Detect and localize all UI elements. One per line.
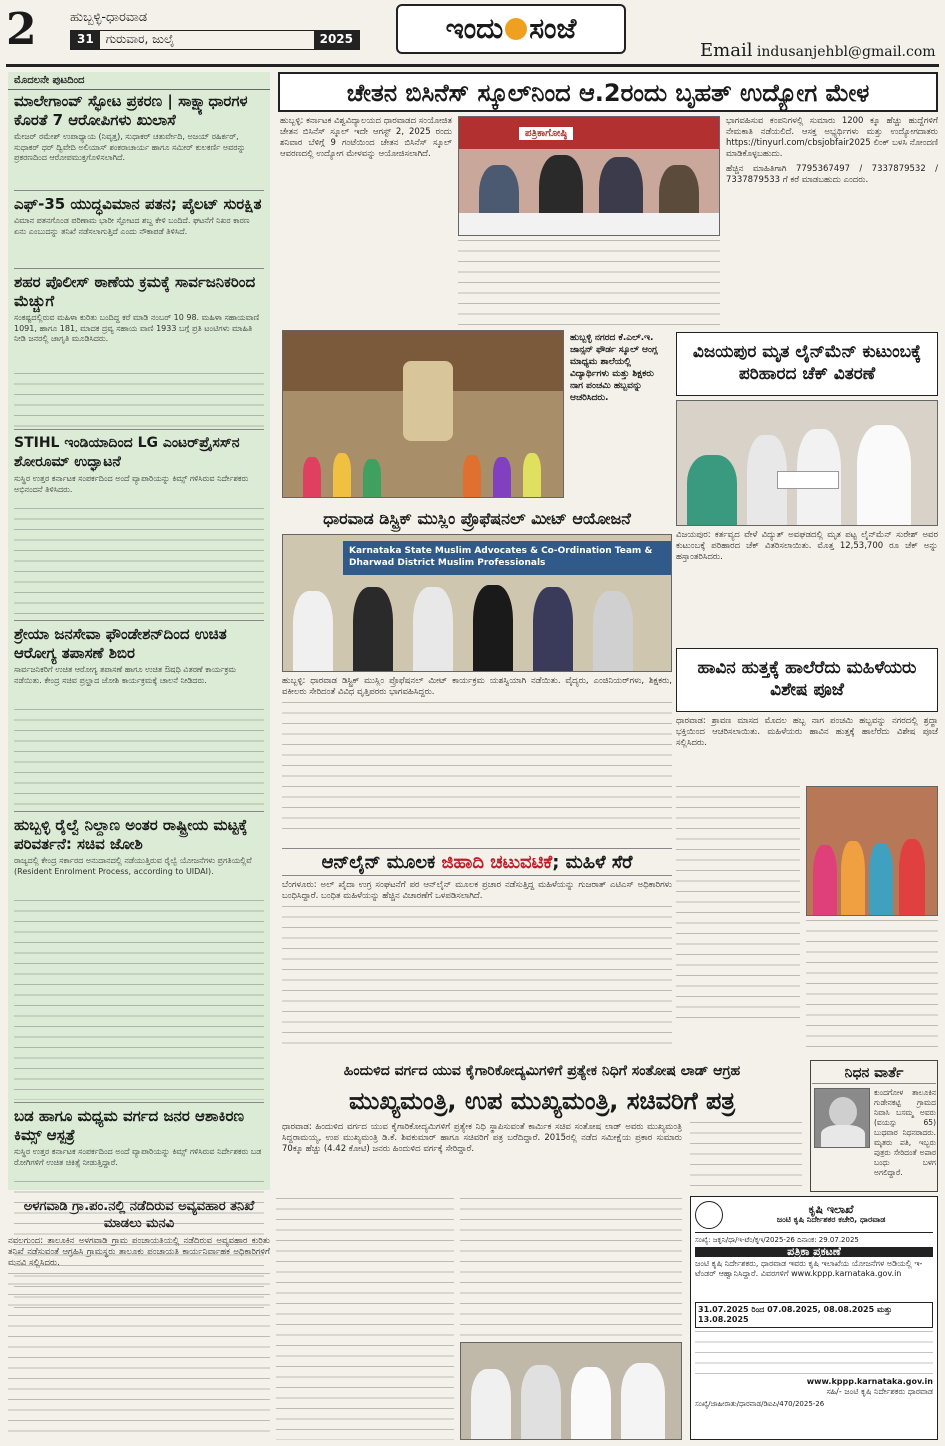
- person-figure: [473, 585, 513, 671]
- vijayapura-headline: ವಿಜಯಪುರ ಮೃತ ಲೈನ್‌ಮೆನ್ ಕುಟುಂಬಕ್ಕೆ ಪರಿಹಾರದ ಚೆಕ್ ವಿತರಣೆ: [676, 332, 938, 396]
- muslim-meet-headline: ಧಾರವಾಡ ಡಿಸ್ಟ್ರಿಕ್ ಮುಸ್ಲಿಂ ಪ್ರೊಫೆಷನಲ್ ಮೀಟ್ ಆಯೋಜನೆ: [323, 509, 631, 528]
- tender-footer-ref: ಸಂಖ್ಯೆ/ಜಾಹೀರಾತು/ಧಾರವಾಡ/ಡಿಐಪಿ/470/2025-26: [695, 1400, 825, 1408]
- jihad-headline: [282, 848, 672, 876]
- divider: [14, 1102, 264, 1103]
- masthead-rule: [6, 64, 939, 67]
- date-weekday-month: ಗುರುವಾರ, ಜುಲೈ: [105, 32, 175, 46]
- tender-website: www.kppp.karnataka.gov.in: [806, 1377, 933, 1386]
- tender-header: [695, 1201, 933, 1233]
- tender-sign: ಸಹಿ/- ಜಂಟಿ ಕೃಷಿ ನಿರ್ದೇಶಕರು ಧಾರವಾಡ: [826, 1387, 933, 1396]
- text-filler: [460, 1198, 682, 1338]
- person-figure: [593, 591, 633, 671]
- photo-backdrop-banner: [459, 117, 719, 149]
- left-story-headline: STIHL ಇಂಡಿಯಾದಿಂದ LG ಎಂಟರ್‌ಪ್ರೈಸಸ್‌ನ ಶೋರೂಮ್ ಉದ್ಘಾಟನೆ: [14, 435, 240, 470]
- vijayapura-body: ವಿಜಯಪುರ: ಕರ್ತವ್ಯದ ವೇಳೆ ವಿದ್ಯುತ್ ಅವಘಡದಲ್ಲಿ ಮೃತ ಪಟ್ಟ ಲೈನ್‌ಮೆನ್ ಸುರೇಶ್ ಅವರ ಕುಟುಂಬಕ್ಕೆ ಪರಿಹಾರದ ಚೆಕ್ ವಿತರಿಸಲಾಯಿತು. ಮೊತ್ತ 12,53,700 ರೂ ಚೆಕ್ ಅನ್ನು ಹಸ್ತಾಂತರಿಸಿದರು.: [676, 530, 938, 562]
- person-figure: [533, 587, 573, 671]
- child-figure: [363, 459, 381, 497]
- logo-left-text: ಇಂದು: [445, 12, 504, 45]
- date-day: 31: [71, 31, 100, 49]
- person-figure: [521, 1365, 561, 1439]
- snake-festival-body-col2: [806, 920, 938, 1050]
- job-fair-press-photo: [458, 116, 720, 236]
- left-story-5: [8, 623, 270, 809]
- text-filler: [14, 709, 264, 809]
- cheque-handover-photo: [676, 400, 938, 526]
- left-story-headline: ಎಫ್-35 ಯುದ್ಧವಿಮಾನ ಪತನ; ಪೈಲಟ್ ಸುರಕ್ಷಿತ: [14, 195, 262, 213]
- job-fair-contact: ಹೆಚ್ಚಿನ ಮಾಹಿತಿಗಾಗಿ 7795367497 / 7337879532 / 7337879533 ಗೆ ಕರೆ ಮಾಡಬಹುದು ಎಂದರು.: [726, 164, 938, 185]
- email-line: [700, 40, 940, 61]
- child-figure: [333, 453, 351, 497]
- shrine-figure: [403, 361, 453, 441]
- child-figure: [493, 457, 511, 497]
- person-figure: [687, 455, 737, 525]
- divider: [14, 429, 264, 430]
- woman-figure: [841, 841, 865, 915]
- person-figure: [413, 587, 453, 671]
- muslim-meet-body-text: ಹುಬ್ಬಳ್ಳಿ: ಧಾರವಾಡ ಡಿಸ್ಟ್ರಿಕ್ ಮುಸ್ಲಿಂ ಪ್ರೊಫೆಷನಲ್ ಮೀಟ್ ಕಾರ್ಯಕ್ರಮ ಯಶಸ್ವಿಯಾಗಿ ನಡೆಯಿತು. ವೈದ್ಯರು, ಎಂಜಿನಿಯರ್‌ಗಳು, ಶಿಕ್ಷಕರು, ವಕೀಲರು ಸೇರಿದಂತೆ ವಿವಿಧ ವೃತ್ತಿಪರರು ಭಾಗವಹಿಸಿದ್ದರು.: [282, 676, 672, 697]
- tender-subtitle: ಜಂಟಿ ಕೃಷಿ ನಿರ್ದೇಶಕರ ಕಚೇರಿ, ಧಾರವಾಡ: [776, 1215, 886, 1224]
- divider: [14, 268, 264, 269]
- text-filler: [458, 240, 720, 326]
- left-story-headline: ಹುಬ್ಬಳ್ಳಿ ರೈಲ್ವೆ ನಿಲ್ದಾಣ ಅಂತರ ರಾಷ್ಟ್ರೀಯ ಮಟ್ಟಕ್ಕೆ ಪರಿವರ್ತನೆ: ಸಚಿವ ಜೋಶಿ: [14, 816, 248, 853]
- left-story-body: ಸಾರ್ವಜನಿಕರಿಗೆ ಉಚಿತ ಆರೋಗ್ಯ ತಪಾಸಣೆ ಹಾಗೂ ಉಚಿತ ಔಷಧಿ ವಿತರಣೆ ಕಾರ್ಯಕ್ರಮ ನಡೆಯಿತು. ಕೇಂದ್ರ ಸಚಿವ ಪ್ರಲ್ಹಾದ ಜೋಶಿ ಕಾರ್ಯಕ್ರಮಕ್ಕೆ ಚಾಲನೆ ನೀಡಿದರು.: [14, 665, 236, 685]
- left-story-6: [8, 814, 270, 1100]
- jihad-headline-part1: ಆನ್‌ಲೈನ್ ಮೂಲಕ: [321, 852, 442, 873]
- tender-title: ಕೃಷಿ ಇಲಾಖೆ: [808, 1203, 854, 1216]
- date-bar: [70, 30, 360, 50]
- tender-notice-label: ಪತ್ರಿಕಾ ಪ್ರಕಟಣೆ: [695, 1247, 933, 1257]
- person-figure: [293, 591, 333, 671]
- face-shape: [829, 1097, 857, 1127]
- left-story-1: [8, 90, 270, 188]
- anganwadi-body-col3: [460, 1198, 682, 1338]
- divider: [14, 620, 264, 621]
- woman-figure: [813, 845, 837, 915]
- santosh-lad-headline-1: ಹಿಂದುಳಿದ ವರ್ಗದ ಯುವ ಕೈಗಾರಿಕೋದ್ಯಮಿಗಳಿಗೆ ಪ್ರತ್ಯೇಕ ನಿಧಿಗೆ ಸಂತೋಷ ಲಾಡ್ ಆಗ್ರಹ: [343, 1063, 741, 1079]
- snake-pooja-photo: [806, 786, 938, 916]
- left-story-body: ಸುಸ್ಥಿರ ಉತ್ತರ ಕರ್ನಾಟಕ ಸಂಪರ್ಕದಿಂದ ಅಂದೆ ವ್ಯಾಪಾರಿಯನ್ನು ಕಿಮ್ಸ್ ಗಳಿಸಿರುವ ನಿರ್ದೇಶಕರು ಅಭಿನಂದನೆ ತಿಳಿಸಿದರು.: [14, 474, 249, 494]
- cheque: [777, 471, 839, 489]
- page-number: 2: [6, 4, 37, 55]
- text-filler: [14, 508, 264, 618]
- left-story-body: ರಾಜ್ಯದಲ್ಲಿ ಕೇಂದ್ರ ಸರ್ಕಾರದ ಅನುದಾನದಲ್ಲಿ ನಡೆಯುತ್ತಿರುವ ರೈಲ್ವೆ ಯೋಜನೆಗಳು ಪ್ರಗತಿಯಲ್ಲಿವೆ (Resident Enrolment Process, according to UIDAI).: [14, 856, 252, 876]
- child-figure: [463, 455, 481, 497]
- children-photo-caption: ಹುಬ್ಬಳ್ಳಿ ನಗರದ ಕೆ.ಎಲ್.ಇ. ಜಾನ್ಸನ್ ಫೌರ್ಡ ಸ್ಕೂಲ್ ಆಂಗ್ಲ ಮಾಧ್ಯಮ ಶಾಲೆಯಲ್ಲಿ ವಿದ್ಯಾರ್ಥಿಗಳು ಮತ್ತು ಶಿಕ್ಷಕರು ನಾಗ ಪಂಚಮಿ ಹಬ್ಬವನ್ನು ಆಚರಿಸಿದರು.: [570, 333, 658, 403]
- email-address: indusanjehbl@gmail.com: [756, 44, 936, 60]
- left-column: [8, 72, 270, 1190]
- children-festival-photo: [282, 330, 564, 498]
- left-story-body: ವಿಮಾನ ಪತನಗೊಂಡ ಪರಿಣಾಮ ಭಾರೀ ಸ್ಫೋಟದ ಶಬ್ದ ಕೇಳಿ ಬಂದಿದೆ. ಘಟನೆಗೆ ನಿಖರ ಕಾರಣ ಏನು ಎಂಬುದನ್ನು ತನಿಖೆ ನಡೆಸಲಾಗುತ್ತಿದೆ ಎಂದು ನೌಕಾಪಡೆ ತಿಳಿಸಿದೆ.: [14, 216, 250, 236]
- text-filler: [806, 920, 938, 1050]
- muslim-meet-photo: [282, 534, 672, 672]
- obituary-text: ಕುಂದಗೋಳ ತಾಲೂಕಿನ ಗುಡೇನಕಟ್ಟಿ ಗ್ರಾಮದ ನಿವಾಸಿ ಬಸಮ್ಮ ಅವರು (ವಯಸ್ಸು 65) ಬುಧವಾರ ನಿಧನರಾದರು. ಮೃತರು ಪತಿ, ಇಬ್ಬರು ಪುತ್ರರು ಸೇರಿದಂತೆ ಅಪಾರ ಬಂಧು ಬಳಗ ಅಗಲಿದ್ದಾರೆ.: [874, 1088, 936, 1177]
- anganwadi-body-col1: [8, 1236, 270, 1440]
- text-filler: [695, 1331, 933, 1375]
- left-story-body: ಸಂಕಷ್ಟದಲ್ಲಿರುವ ಮಹಿಳಾ ಕುರಿತು ಬಂದಿದ್ದ ಕರೆ ಮಾಡಿ ನಂಬರ್ 10 98. ಮಹಿಳಾ ಸಹಾಯವಾಣಿ 1091, ಹಾಗೂ 181, ಮಾದಕ ದ್ರವ್ಯ ಸಹಾಯ ವಾಣಿ 1933 ಬಗ್ಗೆ ಪ್ರತಿ ಟಂಟಿಗಳು ಮಾಹಿತಿ ನೀಡಿ ಜನರಲ್ಲಿ ಜಾಗೃತಿ ಮೂಡಿಸಿದರು.: [14, 313, 260, 343]
- jihad-body-text: ಬೆಂಗಳೂರು: ಅಲ್ ಖೈದಾ ಉಗ್ರ ಸಂಘಟನೆಗೆ ಪರ ಆನ್‌ಲೈನ್ ಮೂಲಕ ಪ್ರಚಾರ ನಡೆಸುತ್ತಿದ್ದ ಮಹಿಳೆಯನ್ನು ಗುಜರಾತ್ ಎಟಿಎಸ್ ಅಧಿಕಾರಿಗಳು ಬಂಧಿಸಿದ್ದಾರೆ. ಬಂಧಿತ ಮಹಿಳೆಯನ್ನು ಹೆಚ್ಚಿನ ವಿಚಾರಣೆಗೆ ಒಳಪಡಿಸಲಾಗಿದೆ.: [282, 880, 672, 901]
- person-figure: [621, 1363, 665, 1439]
- snake-festival-body: ಧಾರವಾಡ: ಶ್ರಾವಣ ಮಾಸದ ಮೊದಲ ಹಬ್ಬ ನಾಗ ಪಂಚಮಿ ಹಬ್ಬವನ್ನು ನಗರದಲ್ಲಿ ಶ್ರದ್ಧಾ ಭಕ್ತಿಯಿಂದ ಆಚರಿಸಲಾಯಿತು. ಮಹಿಳೆಯರು ಹಾವಿನ ಹುತ್ತಕ್ಕೆ ಹಾಲೆರೆದು ವಿಶೇಷ ಪೂಜೆ ಸಲ್ಲಿಸಿದರು.: [676, 716, 938, 748]
- left-story-4: [8, 432, 270, 618]
- person-figure: [857, 425, 911, 525]
- left-story-headline: ಶಹರ ಪೊಲೀಸ್ ಠಾಣೆಯ ಕ್ರಮಕ್ಕೆ ಸಾರ್ವಜನಿಕರಿಂದ ಮೆಚ್ಚುಗೆ: [14, 273, 256, 310]
- email-label: Email: [700, 40, 753, 61]
- left-story-2: [8, 193, 270, 266]
- woman-figure: [899, 839, 925, 915]
- muslim-meet-body: [282, 676, 672, 842]
- text-filler: [276, 1198, 454, 1440]
- jihad-headline-highlight: ಜಿಹಾದಿ ಚಟುವಟಿಕೆ: [441, 852, 553, 873]
- text-filler: [282, 702, 672, 832]
- text-filler: [14, 373, 264, 427]
- left-story-headline: ಬಡ ಹಾಗೂ ಮಧ್ಯಮ ವರ್ಗದ ಜನರ ಆಶಾಕಿರಣ ಕಿಮ್ಸ್ ಆಸ್ಪತ್ರೆ: [14, 1107, 245, 1144]
- meet-banner: Karnataka State Muslim Advocates & Co-Ordination Team & Dharwad District Muslim Professionals: [343, 541, 671, 575]
- left-story-headline: ಶ್ರೇಯಾ ಜನಸೇವಾ ಫೌಂಡೇಶನ್‌ದಿಂದ ಉಚಿತ ಆರೋಗ್ಯ ತಪಾಸಣೆ ಶಿಬಿರ: [14, 625, 227, 662]
- government-seal-icon: [695, 1201, 723, 1229]
- person-figure: [471, 1369, 511, 1439]
- divider: [14, 811, 264, 812]
- anganwadi-body: ನವಲಗುಂದ: ತಾಲೂಕಿನ ಅಳಗವಾಡಿ ಗ್ರಾಮ ಪಂಚಾಯತಿಯಲ್ಲಿ ನಡೆದಿರುವ ಅವ್ಯವಹಾರ ಕುರಿತು ತನಿಖೆ ನಡೆಸುವಂತೆ ಆಗ್ರಹಿಸಿ ಗ್ರಾಮಸ್ಥರು ತಾಲೂಕು ಪಂಚಾಯತಿ ಕಾರ್ಯನಿರ್ವಾಹಕ ಅಧಿಕಾರಿಗಳಿಗೆ ಮನವಿ ಸಲ್ಲಿಸಿದರು.: [8, 1236, 270, 1268]
- tender-dates: 31.07.2025 ರಿಂದ 07.08.2025, 08.08.2025 ಮತ್ತು 13.08.2025: [695, 1302, 933, 1328]
- tender-ref: ಸಂಖ್ಯೆ: ಜಕೃನಿ/ಧಾ/ಇ-ಟೆಂ/ಕೃಇ/2025-26 ದಿನಾಂಕ: 29.07.2025: [695, 1236, 859, 1244]
- newspaper-logo: [396, 4, 626, 54]
- date-year: 2025: [314, 31, 359, 49]
- job-fair-headline: ಚೇತನ ಬಿಸಿನೆಸ್ ಸ್ಕೂಲ್‌ನಿಂದ ಆ.2ರಂದು ಬೃಹತ್ ಉದ್ಯೋಗ ಮೇಳ: [278, 72, 938, 112]
- santosh-lad-headline-2: ಮುಖ್ಯಮಂತ್ರಿ, ಉಪ ಮುಖ್ಯಮಂತ್ರಿ, ಸಚಿವರಿಗೆ ಪತ್ರ: [348, 1087, 736, 1115]
- edition-city: ಹುಬ್ಬಳ್ಳಿ-ಧಾರವಾಡ: [70, 10, 148, 25]
- snake-festival-headline: ಹಾವಿನ ಹುತ್ತಕ್ಕೆ ಹಾಲೆರೆದು ಮಹಿಳೆಯರು ವಿಶೇಷ ಪೂಜೆ: [676, 648, 938, 712]
- logo-right-text: ಸಂಜೆ: [529, 12, 577, 45]
- tender-body: ಜಂಟಿ ಕೃಷಿ ನಿರ್ದೇಶಕರು, ಧಾರವಾಡ ಇವರು ಕೃಷಿ ಇಲಾಖೆಯ ಯೋಜನೆಗಳ ಅಡಿಯಲ್ಲಿ ಇ-ಟೆಂಡರ್ ಆಹ್ವಾನಿಸಿದ್ದಾರೆ. ವಿವರಗಳಿಗೆ www.kppp.karnataka.gov.in: [695, 1259, 923, 1278]
- left-story-3: [8, 271, 270, 427]
- obituary-title: ನಿಧನ ವಾರ್ತೆ: [812, 1062, 936, 1084]
- left-story-body: ಸುಸ್ಥಿರ ಉತ್ತರ ಕರ್ನಾಟಕ ಸಂಪರ್ಕದಿಂದ ಅಂದೆ ವ್ಯಾಪಾರಿಯನ್ನು ಕಿಮ್ಸ್ ಗಳಿಸಿರುವ ನಿರ್ದೇಶಕರು ಬಡ ರೋಗಿಗಳಿಗೆ ಉಚಿತ ಚಿಕಿತ್ಸೆ ನೀಡುತ್ತಿದ್ದಾರೆ.: [14, 1147, 262, 1167]
- job-fair-body2: ಭಾಗವಹಿಸುವ ಕಂಪನಿಗಳಲ್ಲಿ ಸುಮಾರು 1200 ಕ್ಕೂ ಹೆಚ್ಚು ಹುದ್ದೆಗಳಿಗೆ ನೇಮಕಾತಿ ನಡೆಯಲಿದೆ. ಆಸಕ್ತ ಅಭ್ಯರ್ಥಿಗಳು ಮತ್ತು ಉದ್ಯೋಗದಾತರು https://tinyurl.com/cbsjobfair2025 ಲಿಂಕ್ ಬಳಸಿ ನೋಂದಣಿ ಮಾಡಿಕೊಳ್ಳಬಹುದು.: [726, 116, 938, 159]
- sun-icon: [505, 18, 527, 40]
- photo-banner-text: ಪತ್ರಿಕಾಗೋಷ್ಠಿ: [519, 127, 573, 140]
- anganwadi-body-col2: [276, 1198, 454, 1440]
- job-fair-body-col3: [726, 116, 938, 326]
- left-story-headline: ಮಾಲೇಗಾಂವ್ ಸ್ಫೋಟ ಪ್ರಕರಣ | ಸಾಕ್ಷ್ಯಾಧಾರಗಳ ಕೊರತೆ 7 ಆರೋಪಿಗಳು ಖುಲಾಸೆ: [14, 92, 248, 129]
- text-filler: [8, 1273, 270, 1440]
- anganwadi-headline: ಅಳಗವಾಡಿ ಗ್ರಾ.ಪಂ.ನಲ್ಲಿ ನಡೆದಿರುವ ಅವ್ಯವಹಾರ ತನಿಖೆ ಮಾಡಲು ಮನವಿ: [23, 1199, 255, 1231]
- text-filler: [14, 900, 264, 1100]
- text-filler: [282, 906, 672, 1046]
- child-figure: [523, 453, 541, 497]
- text-filler: [690, 1122, 802, 1188]
- text-filler: [676, 786, 800, 1026]
- santosh-lad-body: ಧಾರವಾಡ: ಹಿಂದುಳಿದ ವರ್ಗದ ಯುವ ಕೈಗಾರಿಕೋದ್ಯಮಿಗಳಿಗೆ ಪ್ರತ್ಯೇಕ ನಿಧಿ ಸ್ಥಾಪಿಸುವಂತೆ ಕಾರ್ಮಿಕ ಸಚಿವ ಸಂತೋಷ ಲಾಡ್ ಅವರು ಮುಖ್ಯಮಂತ್ರಿ ಸಿದ್ದರಾಮಯ್ಯ, ಉಪ ಮುಖ್ಯಮಂತ್ರಿ ಡಿ.ಕೆ. ಶಿವಕುಮಾರ್ ಹಾಗೂ ಸಚಿವರಿಗೆ ಪತ್ರ ಬರೆದಿದ್ದಾರೆ. 2015ರಲ್ಲಿ ನಡೆದ ಸಮೀಕ್ಷೆಯ ಪ್ರಕಾರ ಸುಮಾರು 70ಕ್ಕೂ ಹೆಚ್ಚು (4.42 ಕೋಟಿ) ಜನರು ಹಿಂದುಳಿದ ವರ್ಗಕ್ಕೆ ಸೇರಿದ್ದಾರೆ.: [282, 1122, 682, 1154]
- anganwadi-photo: [460, 1342, 682, 1440]
- shoulders-shape: [821, 1125, 865, 1147]
- santosh-lad-body-col: [690, 1122, 802, 1188]
- tender-notice: [690, 1196, 938, 1440]
- woman-figure: [869, 843, 893, 915]
- person-figure: [353, 587, 393, 671]
- jihad-headline-part3: ; ಮಹಿಳೆ ಸೆರೆ: [552, 852, 633, 873]
- job-fair-body-col2: [458, 240, 720, 326]
- child-figure: [303, 457, 321, 497]
- person-figure: [571, 1367, 611, 1439]
- left-story-body: ಮೇಜರ್ ರಮೇಶ್ ಉಪಾಧ್ಯಾಯ (ನಿವೃತ್ತ), ಸುಧಾಕರ್ ಚತುರ್ವೇದಿ, ಅಜಯ್ ರಹಿರ್ಕರ್, ಸುಧಾಕರ್ ಧರ್ ದ್ವಿವೇದಿ ಅಲಿಯಾಸ್ ಶಂಕರಾಚಾರ್ಯ ಹಾಗೂ ಸಮೀರ್ ಕುಲಕರ್ಣಿ ಅವರನ್ನು ಪ್ರಕರಣದಿಂದ ಆರೋಪಮುಕ್ತಗೊಳಿಸಲಾಗಿದೆ.: [14, 132, 246, 162]
- job-fair-body-col1: ಹುಬ್ಬಳ್ಳಿ: ಕರ್ನಾಟಕ ವಿಶ್ವವಿದ್ಯಾಲಯದ ಧಾರವಾಡದ ಸಂಯೋಜಿತ ಚೇತನ ಬಿಸಿನೆಸ್ ಸ್ಕೂಲ್ ಇದೇ ಆಗಸ್ಟ್ 2, 2025 ರಂದು ಶನಿವಾರ ಬೆಳಿಗ್ಗೆ 9 ಗಂಟೆಯಿಂದ ಚೇತನ ಬಿಸಿನೆಸ್ ಸ್ಕೂಲ್ ಆವರಣದಲ್ಲಿ ಉದ್ಯೋಗ ಮೇಳವನ್ನು ಆಯೋಜಿಸಲಾಗಿದೆ.: [280, 116, 452, 159]
- table-cloth: [459, 213, 719, 235]
- divider: [14, 190, 264, 191]
- snake-festival-body-col: [676, 786, 800, 1026]
- section-label: ಮೊದಲನೇ ಪುಟದಿಂದ: [8, 72, 270, 90]
- jihad-body: [282, 880, 672, 1056]
- obituary-photo: [814, 1088, 870, 1148]
